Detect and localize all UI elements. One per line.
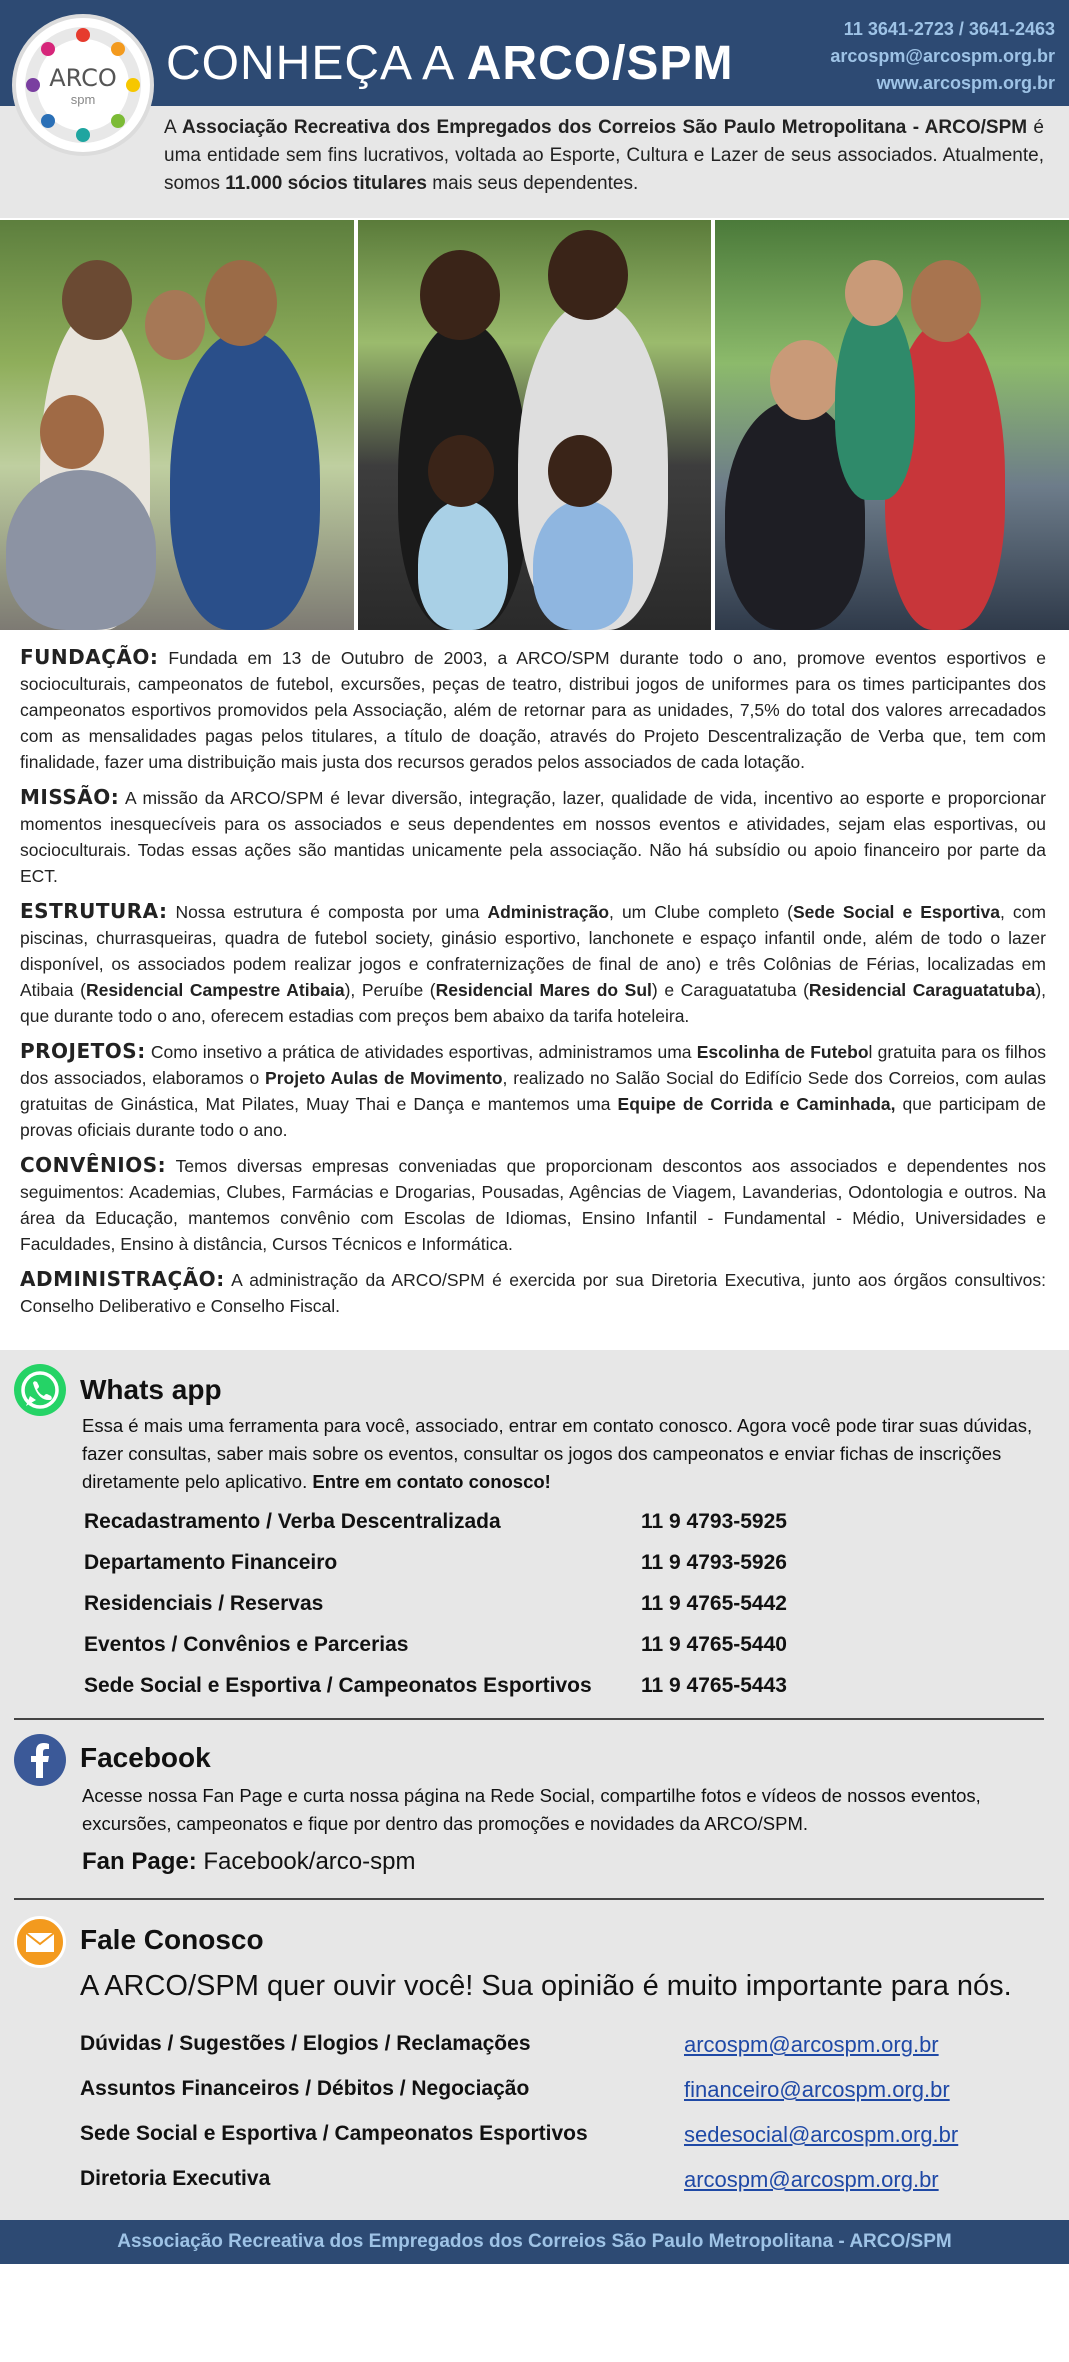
- projetos-t1: Como insetivo a prática de atividades esportivas, administramos uma: [145, 1042, 697, 1062]
- whatsapp-phone-3[interactable]: 11 9 4765-5442: [641, 1592, 787, 1615]
- divider: [14, 1718, 1044, 1720]
- footer-bar: [0, 2220, 1069, 2264]
- estrutura-b1: Administração: [487, 902, 610, 922]
- contact-email-1[interactable]: arcospm@arcospm.org.br: [684, 2032, 939, 2057]
- header-email[interactable]: arcospm@arcospm.org.br: [830, 46, 1055, 66]
- whatsapp-label-4: Eventos / Convênios e Parcerias: [84, 1633, 409, 1656]
- whatsapp-label-1: Recadastramento / Verba Descentralizada: [84, 1510, 501, 1533]
- facebook-desc: Acesse nossa Fan Page e curta nossa página na Rede Social, compartilhe fotos e vídeos de nossos eventos, excursões, campeonatos e fique por dentro das promoções e novidades da ARCO/SPM.: [82, 1785, 981, 1834]
- intro-t3: mais seus dependentes.: [426, 173, 639, 194]
- contact-subtitle: A ARCO/SPM quer ouvir você! Sua opinião é muito importante para nós.: [80, 1970, 1012, 2002]
- intro-b2: 11.000 sócios titulares: [225, 173, 427, 194]
- whatsapp-title: Whats app: [80, 1374, 222, 1405]
- logo-sub: spm: [70, 92, 96, 107]
- contact-label-2: Assuntos Financeiros / Débitos / Negociação: [80, 2077, 530, 2100]
- estrutura-t2: , um Clube completo (: [609, 902, 793, 922]
- header-bar: [0, 0, 1069, 106]
- contact-label-4: Diretoria Executiva: [80, 2167, 271, 2190]
- administracao-label: ADMINISTRAÇÃO:: [20, 1267, 225, 1291]
- estrutura-t1: Nossa estrutura é composta por uma: [167, 902, 488, 922]
- contact-email-2[interactable]: financeiro@arcospm.org.br: [684, 2077, 950, 2102]
- whatsapp-label-3: Residenciais / Reservas: [84, 1592, 324, 1615]
- convenios-label: CONVÊNIOS:: [20, 1153, 167, 1177]
- whatsapp-phone-1[interactable]: 11 9 4793-5925: [641, 1510, 787, 1533]
- missao-label: MISSÃO:: [20, 785, 120, 809]
- whatsapp-label-5: Sede Social e Esportiva / Campeonatos Esportivos: [84, 1674, 592, 1697]
- whatsapp-phone-2[interactable]: 11 9 4793-5926: [641, 1551, 787, 1574]
- header-contacts: [830, 16, 1055, 97]
- estrutura-t6: ), que durante todo o ano, oferecem estadias com preços bem abaixo da tarifa hoteleira.: [20, 980, 1047, 1026]
- fanpage-line[interactable]: [82, 1848, 415, 1876]
- title-light: CONHEÇA A: [166, 37, 467, 90]
- projetos-b3: Equipe de Corrida e Caminhada,: [617, 1094, 896, 1114]
- whatsapp-label-2: Departamento Financeiro: [84, 1551, 338, 1574]
- projetos-label: PROJETOS:: [20, 1039, 146, 1063]
- projetos-t4: que participam de provas oficiais durante todo o ano.: [20, 1094, 1046, 1140]
- estrutura-t5: ) e Caraguatatuba (: [651, 980, 809, 1000]
- title-bold: ARCO/SPM: [466, 37, 734, 90]
- fanpage-label: Fan Page:: [82, 1848, 197, 1875]
- estrutura-t4: ), Peruíbe (: [344, 980, 436, 1000]
- intro-t2: é uma entidade sem fins lucrativos, voltada ao Esporte, Cultura e Lazer de seus associados. Atualmente, somos: [164, 117, 1044, 194]
- convenios-text: Temos diversas empresas conveniadas que proporcionam descontos aos associados e dependentes nos seguimentos: Academias, Clubes, Farmácias e Drogarias, Pousadas, Agências de Viagem, Lavanderias, Odontologia e outros. Na área da Educação, mantemos convênio com Escolas de Idiomas, Ensino Infantil - Fundamental - Médio, Universidades e Faculdades, Ensino à distância, Cursos Técnicos e Informática.: [20, 1156, 1046, 1254]
- intro-text: [164, 114, 1044, 198]
- whatsapp-phone-5[interactable]: 11 9 4765-5443: [641, 1674, 787, 1697]
- family-photo-3: [715, 220, 1069, 630]
- whatsapp-desc-bold: Entre em contato conosco!: [312, 1471, 551, 1492]
- facebook-title: Facebook: [80, 1742, 211, 1773]
- page-title: [166, 36, 733, 91]
- missao-text: A missão da ARCO/SPM é levar diversão, integração, lazer, qualidade de vida, incentivo ao esporte e proporcionar momentos inesquecíveis para os associados e seus dependentes em nossos eventos e atividades, sejam elas esportivas, ou socioculturais. Todas essas ações são mantidas unicamente pela associação. Não há subsídio ou apoio financeiro por parte da ECT.: [20, 788, 1046, 886]
- divider: [14, 1898, 1044, 1900]
- facebook-icon[interactable]: [14, 1734, 66, 1786]
- whatsapp-desc: [82, 1412, 1047, 1496]
- header-site[interactable]: www.arcospm.org.br: [876, 73, 1055, 93]
- contact-panel: [0, 1350, 1069, 2220]
- logo-text: ARCO: [49, 64, 117, 92]
- contact-label-1: Dúvidas / Sugestões / Elogios / Reclamações: [80, 2032, 531, 2055]
- arco-logo: [12, 14, 154, 156]
- fundacao-text: Fundada em 13 de Outubro de 2003, a ARCO/SPM durante todo o ano, promove eventos esportivos e socioculturais, campeonatos de futebol, excursões, peças de teatro, distribui jogos de uniformes para os times participantes dos campeonatos esportivos promovidos pela Associação, além de retornar para as unidades, 7,5% do total dos valores arrecadados com as mensalidades pagas pelos titulares, a título de doação, através do Projeto Descentralização de Verba que, tem com finalidade, fazer uma distribuição mais justa dos recursos gerados pelos associados de cada lotação.: [20, 648, 1046, 772]
- projetos-b2: Projeto Aulas de Movimento: [265, 1068, 503, 1088]
- section-convenios: [20, 1152, 1046, 1257]
- contact-email-3[interactable]: sedesocial@arcospm.org.br: [684, 2122, 959, 2147]
- family-photo-2: [358, 220, 712, 630]
- section-fundacao: [20, 644, 1046, 775]
- whatsapp-icon[interactable]: [14, 1364, 66, 1416]
- intro-t1: A: [164, 117, 182, 138]
- contact-label-3: Sede Social e Esportiva / Campeonatos Esportivos: [80, 2122, 588, 2145]
- fundacao-label: FUNDAÇÃO:: [20, 645, 159, 669]
- contact-email-4[interactable]: arcospm@arcospm.org.br: [684, 2167, 939, 2192]
- whatsapp-desc-text: Essa é mais uma ferramenta para você, associado, entrar em contato conosco. Agora você pode tirar suas dúvidas, fazer consultas, saber mais sobre os eventos, consultar os jogos dos campeonatos e enviar fichas de inscrições diretamente pelo aplicativo.: [82, 1415, 1033, 1492]
- intro-b1: Associação Recreativa dos Empregados dos Correios São Paulo Metropolitana - ARCO/SPM: [181, 117, 1028, 138]
- projetos-t2: l gratuita para os filhos dos associados, elaboramos o: [20, 1042, 1046, 1088]
- contact-title: Fale Conosco: [80, 1924, 264, 1955]
- estrutura-b3: Residencial Campestre Atibaia: [85, 980, 345, 1000]
- estrutura-b4: Residencial Mares do Sul: [435, 980, 652, 1000]
- section-projetos: [20, 1038, 1046, 1143]
- estrutura-label: ESTRUTURA:: [20, 899, 168, 923]
- administracao-text: A administração da ARCO/SPM é exercida por sua Diretoria Executiva, junto aos órgãos consultivos: Conselho Deliberativo e Conselho Fiscal.: [20, 1270, 1046, 1316]
- family-photo-1: [0, 220, 354, 630]
- intro-panel: [0, 106, 1069, 218]
- section-administracao: [20, 1266, 1046, 1319]
- whatsapp-phone-4[interactable]: 11 9 4765-5440: [641, 1633, 787, 1656]
- fanpage-value[interactable]: Facebook/arco-spm: [196, 1848, 416, 1875]
- header-phone: 11 3641-2723 / 3641-2463: [843, 19, 1055, 39]
- estrutura-b5: Residencial Caraguatatuba: [808, 980, 1036, 1000]
- section-missao: [20, 784, 1046, 889]
- estrutura-t3: , com piscinas, churrasqueiras, quadra de futebol society, ginásio esportivo, lanchonete e espaço infantil onde, além de todo o lazer disponível, os associados podem realizar jogos e confraternizações de final de ano) e três Colônias de Férias, localizadas em Atibaia (: [20, 902, 1046, 1000]
- section-estrutura: [20, 898, 1046, 1029]
- projetos-t3: , realizado no Salão Social do Edifício Sede dos Correios, com aulas gratuitas de Ginástica, Mat Pilates, Muay Thai e Dança e mantemos uma: [20, 1068, 1046, 1114]
- family-photos: [0, 220, 1069, 630]
- estrutura-b2: Sede Social e Esportiva: [792, 902, 1001, 922]
- mail-icon[interactable]: [14, 1916, 66, 1968]
- footer-text: Associação Recreativa dos Empregados dos Correios São Paulo Metropolitana - ARCO/SPM: [117, 2231, 952, 2252]
- projetos-b1: Escolinha de Futebo: [696, 1042, 869, 1062]
- about-sections: [20, 644, 1046, 1328]
